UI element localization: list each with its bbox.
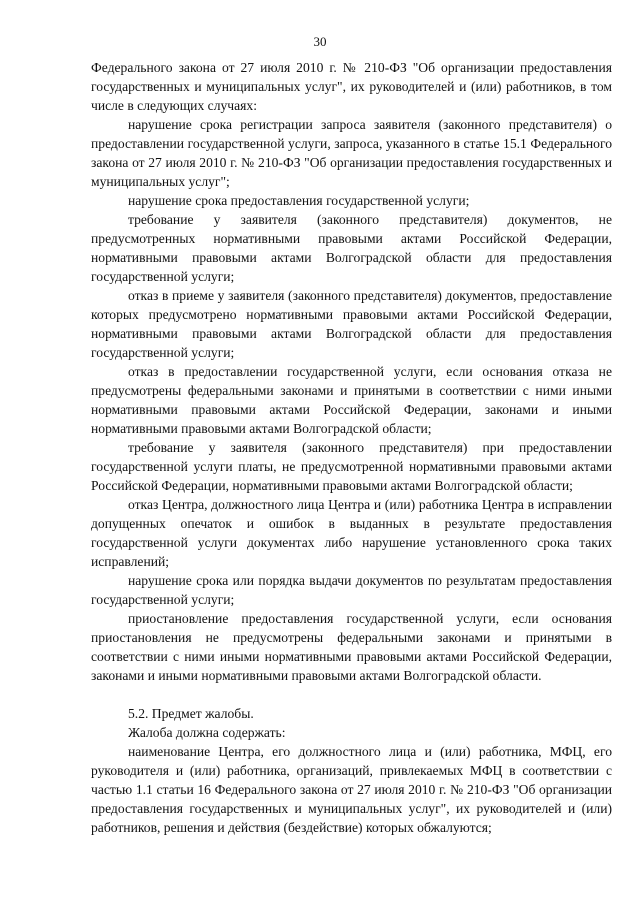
list-item-service-deadline: нарушение срока предоставления государственной услуги;: [128, 193, 470, 208]
complaint-content-intro: Жалоба должна содержать:: [128, 725, 286, 740]
paragraph-continuation: Федерального закона от 27 июля 2010 г. № 210-ФЗ "Об организации предоставления государственных и муниципальных услуг", их руководителей и (или) работников, в том числе в следующих случаях:: [91, 60, 612, 113]
list-item-extra-documents: требование у заявителя (законного представителя) документов, не предусмотренных нормативными правовыми актами Российской Федерации, нормативными правовыми актами Волгоградской области для предоставления государственной услуги;: [91, 212, 612, 284]
list-item-issue-deadline: нарушение срока или порядка выдачи документов по результатам предоставления государственной услуги;: [91, 573, 612, 607]
page-number: 30: [313, 34, 327, 49]
list-item-corrections-refusal: отказ Центра, должностного лица Центра и (или) работника Центра в исправлении допущенных опечаток и ошибок в выданных в результате предоставления государственной услуги документах либо нарушение установленного срока таких исправлений;: [91, 497, 612, 569]
list-item-refusal-acceptance: отказ в приеме у заявителя (законного представителя) документов, предоставление которых предусмотрено нормативными правовыми актами Российской Федерации, нормативными правовыми актами Волгоградской области для предоставления государственной услуги;: [91, 288, 612, 360]
document-body: [91, 58, 612, 837]
list-item-fee-requirement: требование у заявителя (законного представителя) при предоставлении государственной услуги платы, не предусмотренной нормативными правовыми актами Российской Федерации, нормативными правовыми актами Волгоградской области;: [91, 440, 612, 493]
list-item-refusal-service: отказ в предоставлении государственной услуги, если основания отказа не предусмотрены федеральными законами и принятыми в соответствии с ними иными нормативными правовыми актами Российской Федерации, законами и иными нормативными правовыми актами Волгоградской области;: [91, 364, 612, 436]
section-heading-5-2: 5.2. Предмет жалобы.: [128, 706, 254, 721]
list-item-registration-deadline: нарушение срока регистрации запроса заявителя (законного представителя) о предоставлении государственной услуги, запроса, указанного в статье 15.1 Федерального закона от 27 июля 2010 г. № 210-ФЗ "Об организации предоставления государственных и муниципальных услуг";: [91, 117, 612, 189]
list-item-suspension: приостановление предоставления государственной услуги, если основания приостановления не предусмотрены федеральными законами и принятыми в соответствии с ними иными нормативными правовыми актами Российской Федерации, законами и иными нормативными правовыми актами Волгоградской области.: [91, 611, 612, 683]
complaint-content-item: наименование Центра, его должностного лица и (или) работника, МФЦ, его руководителя и (или) работника, организаций, привлекаемых МФЦ в соответствии с частью 1.1 статьи 16 Федерального закона от 27 июля 2010 г. № 210-ФЗ "Об организации предоставления государственных и муниципальных услуг", их руководителей и (или) работников, решения и действия (бездействие) которых обжалуются;: [91, 744, 612, 835]
